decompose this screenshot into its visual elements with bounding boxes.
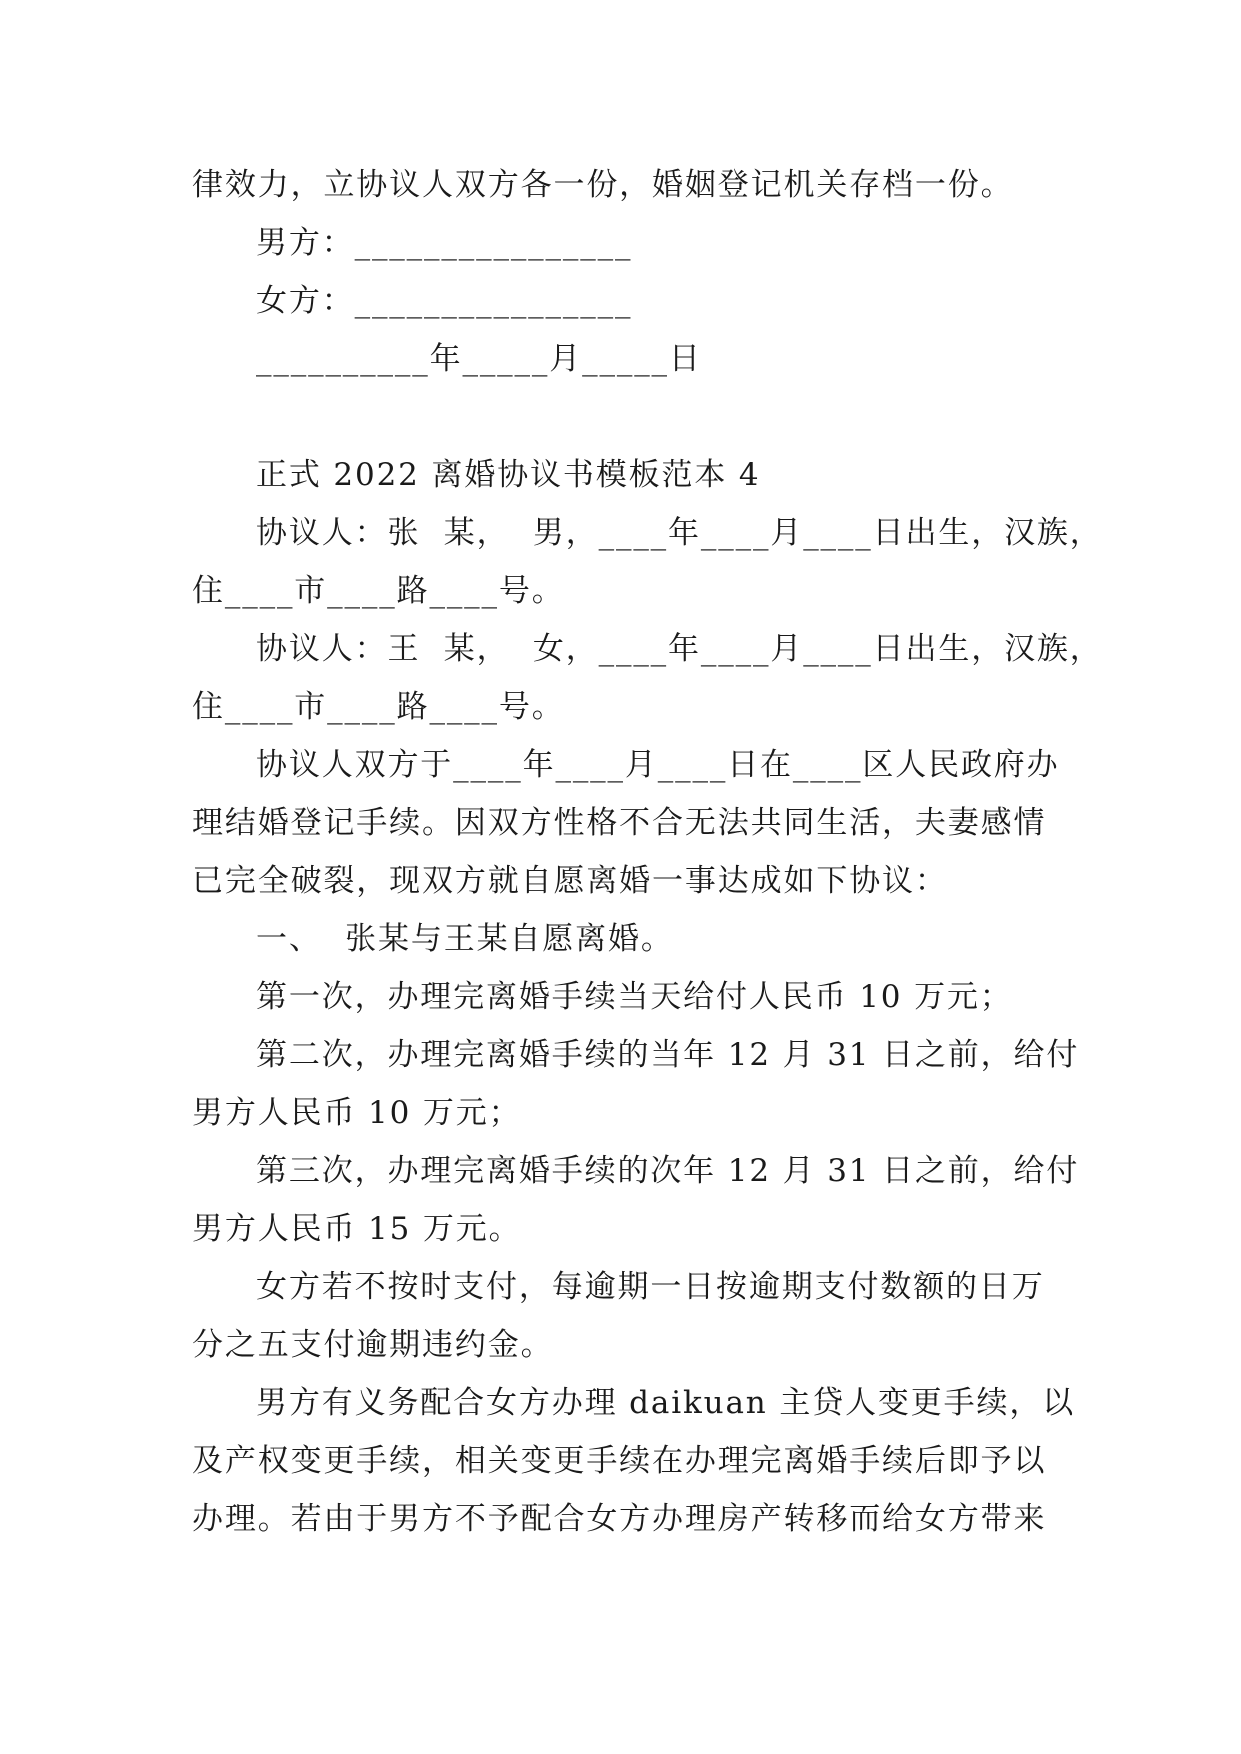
party-b-address: 住____市____路____号。 [192, 689, 565, 725]
penalty-line: 女方若不按时支付，每逾期一日按逾期支付数额的日万 [256, 1269, 1045, 1305]
paragraph-line: 已完全破裂，现双方就自愿离婚一事达成如下协议： [192, 863, 948, 899]
obligation-line: 男方有义务配合女方办理 daikuan 主贷人变更手续，以 [256, 1385, 1076, 1421]
obligation-line-cont: 及产权变更手续，相关变更手续在办理完离婚手续后即予以 [192, 1443, 1047, 1479]
payment-third-line: 第三次，办理完离婚手续的次年 12 月 31 日之前，给付 [256, 1153, 1080, 1189]
party-b-line: 协议人：王 某， 女，____年____月____日出生，汉族， [256, 631, 1103, 667]
clause-line: 一、 张某与王某自愿离婚。 [256, 921, 674, 957]
payment-first-line: 第一次，办理完离婚手续当天给付人民币 10 万元； [256, 979, 1013, 1015]
obligation-line-cont: 办理。若由于男方不予配合女方办理房产转移而给女方带来 [192, 1501, 1047, 1537]
document-page [192, 156, 1103, 1548]
penalty-line-cont: 分之五支付逾期违约金。 [192, 1327, 554, 1363]
spacer [192, 388, 1048, 446]
payment-second-line: 第二次，办理完离婚手续的当年 12 月 31 日之前，给付 [256, 1037, 1080, 1073]
payment-second-line-cont: 男方人民币 10 万元； [192, 1095, 522, 1131]
party-a-address: 住____市____路____号。 [192, 573, 565, 609]
payment-third-line-cont: 男方人民币 15 万元。 [192, 1211, 522, 1247]
signature-female-line: 女方：________________ [256, 283, 633, 319]
date-line: __________年_____月_____日 [256, 341, 702, 377]
paragraph-line: 理结婚登记手续。因双方性格不合无法共同生活，夫妻感情 [192, 805, 1047, 841]
signature-male-line: 男方：________________ [256, 225, 633, 261]
paragraph-line: 协议人双方于____年____月____日在____区人民政府办 [256, 747, 1060, 783]
party-a-line: 协议人：张 某， 男，____年____月____日出生，汉族， [256, 515, 1103, 551]
text-line: 律效力，立协议人双方各一份，婚姻登记机关存档一份。 [192, 167, 1014, 203]
section-title: 正式 2022 离婚协议书模板范本 4 [256, 457, 761, 493]
